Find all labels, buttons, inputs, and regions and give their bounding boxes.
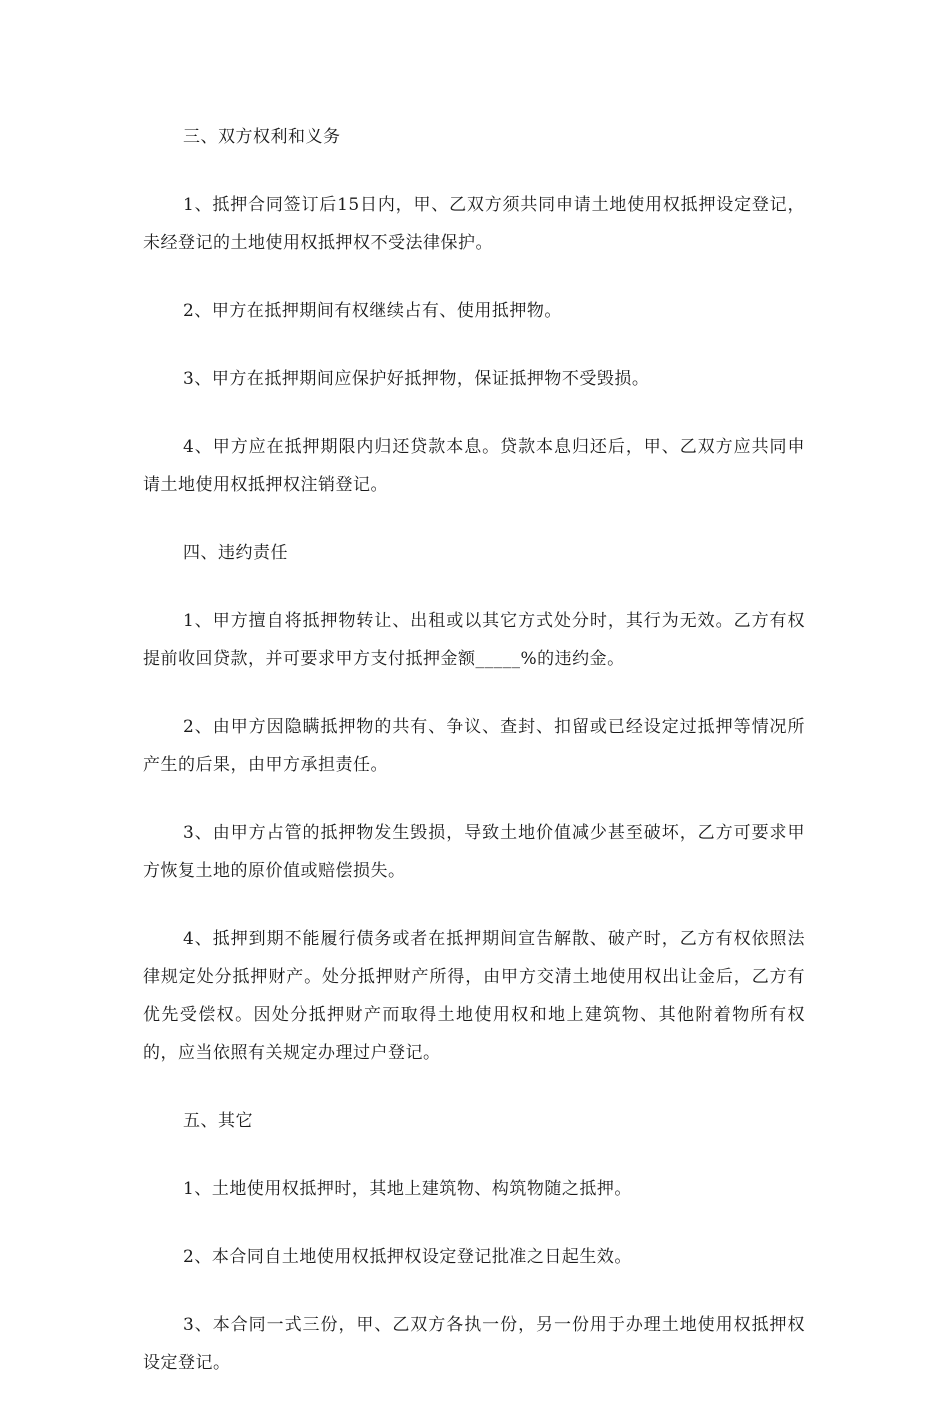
section-heading-rights-obligations: 三、双方权利和义务 — [183, 127, 341, 147]
paragraph-5-2: 2、本合同自土地使用权抵押权设定登记批准之日起生效。 — [183, 1247, 632, 1267]
paragraph-5-3: 3、本合同一式三份，甲、乙双方各执一份，另一份用于办理土地使用权抵押权设定登记。 — [143, 1315, 805, 1373]
paragraph-3-3: 3、甲方在抵押期间应保护好抵押物，保证抵押物不受毁损。 — [183, 369, 650, 389]
paragraph-4-1: 1、甲方擅自将抵押物转让、出租或以其它方式处分时，其行为无效。乙方有权提前收回贷款，并可要求甲方支付抵押金额_____%的违约金。 — [143, 611, 805, 669]
section-heading-other: 五、其它 — [183, 1111, 253, 1131]
section-heading-liability: 四、违约责任 — [183, 543, 288, 563]
paragraph-4-2: 2、由甲方因隐瞒抵押物的共有、争议、查封、扣留或已经设定过抵押等情况所产生的后果，由甲方承担责任。 — [143, 717, 805, 775]
paragraph-3-2: 2、甲方在抵押期间有权继续占有、使用抵押物。 — [183, 301, 562, 321]
paragraph-5-1: 1、土地使用权抵押时，其地上建筑物、构筑物随之抵押。 — [183, 1179, 632, 1199]
document-body — [143, 118, 805, 1412]
paragraph-3-4: 4、甲方应在抵押期限内归还贷款本息。贷款本息归还后，甲、乙双方应共同申请土地使用权抵押权注销登记。 — [143, 437, 805, 495]
paragraph-4-3: 3、由甲方占管的抵押物发生毁损，导致土地价值减少甚至破坏，乙方可要求甲方恢复土地的原价值或赔偿损失。 — [143, 823, 805, 881]
paragraph-4-4: 4、抵押到期不能履行债务或者在抵押期间宣告解散、破产时，乙方有权依照法律规定处分抵押财产。处分抵押财产所得，由甲方交清土地使用权出让金后，乙方有优先受偿权。因处分抵押财产而取得土地使用权和地上建筑物、其他附着物所有权的，应当依照有关规定办理过户登记。 — [143, 929, 805, 1063]
paragraph-3-1: 1、抵押合同签订后15日内，甲、乙双方须共同申请土地使用权抵押设定登记，未经登记的土地使用权抵押权不受法律保护。 — [143, 195, 805, 253]
